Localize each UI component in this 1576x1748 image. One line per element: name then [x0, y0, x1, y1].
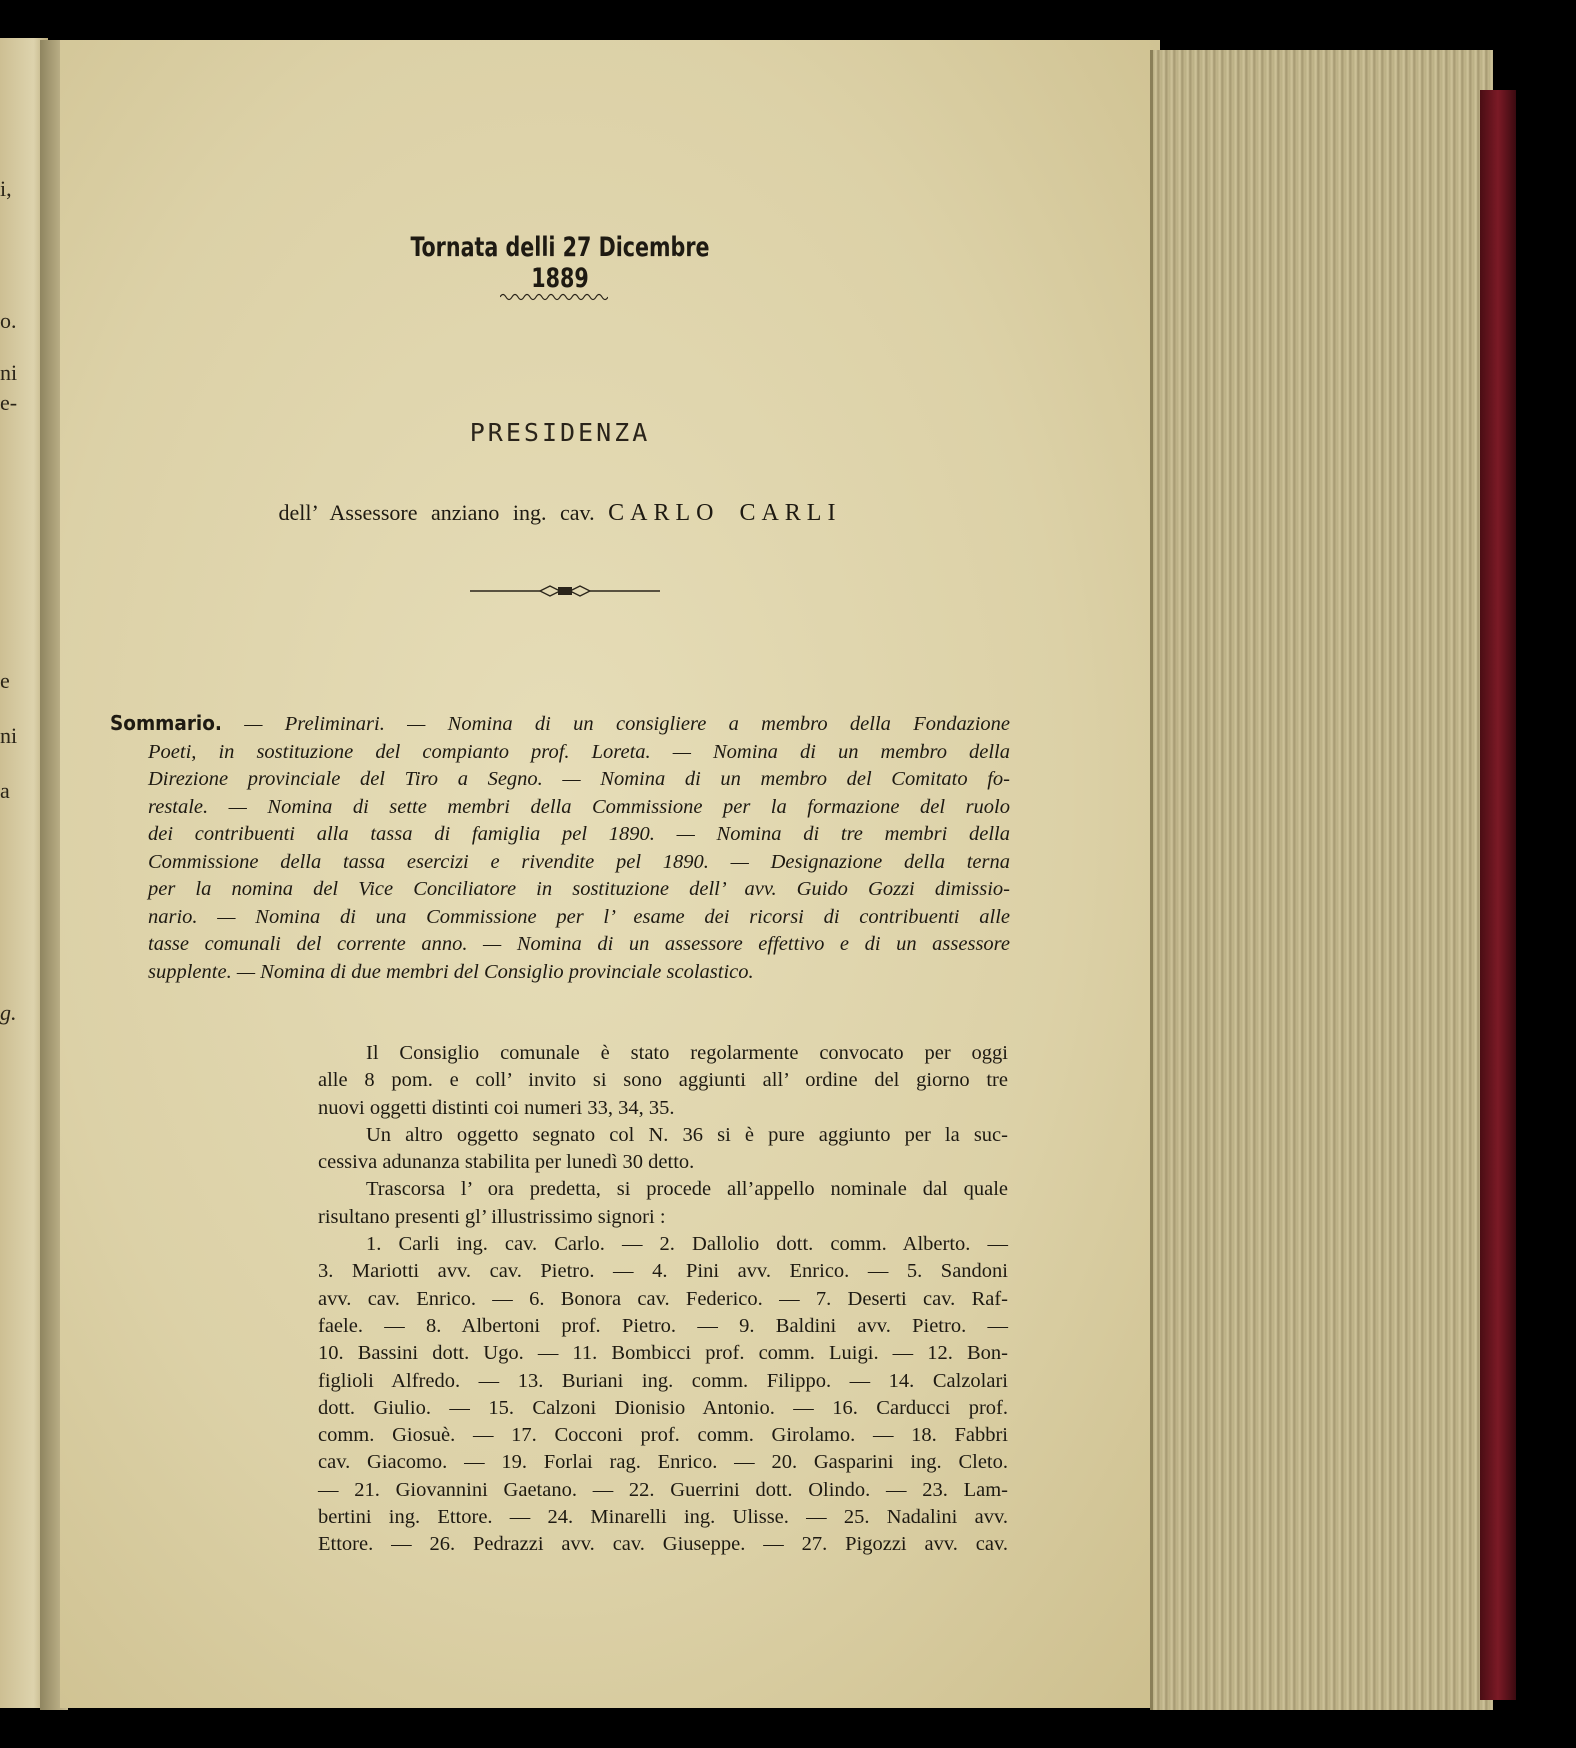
body-line: comm. Giosuè. — 17. Cocconi prof. comm. Girolamo. — 18. Fabbri	[318, 1424, 1008, 1447]
body-line: cav. Giacomo. — 19. Forlai rag. Enrico. — 20. Gasparini ing. Cleto.	[318, 1451, 1008, 1474]
left-fragment: o.	[0, 308, 17, 333]
divider-ornament	[470, 584, 660, 598]
sommario-block	[110, 710, 1010, 986]
sommario-line: dei contribuenti alla tassa di famiglia pel 1890. — Nomina di tre membri della	[148, 823, 1010, 845]
page-edges	[1150, 50, 1493, 1710]
sommario-line: supplente. — Nomina di due membri del Consiglio provinciale scolastico.	[148, 960, 754, 983]
sommario-line: tasse comunali del corrente anno. — Nomina di un assessore effettivo e di un assessore	[148, 933, 1010, 955]
body-line: nuovi oggetti distinti coi numeri 33, 34, 35.	[318, 1096, 675, 1119]
wave-ornament	[500, 292, 608, 302]
body-text	[318, 1040, 1008, 1559]
body-line: bertini ing. Ettore. — 24. Minarelli ing. Ulisse. — 25. Nadalini avv.	[318, 1506, 1008, 1529]
sommario-line: Sommario. — Preliminari. — Nomina di un consigliere a membro della Fondazione	[110, 711, 1011, 735]
left-fragment: a	[0, 778, 10, 803]
body-line: Un altro oggetto segnato col N. 36 si è pure aggiunto per la suc-	[366, 1123, 1008, 1146]
presidenza-heading: PRESIDENZA	[469, 418, 651, 447]
body-line: dott. Giulio. — 15. Calzoni Dionisio Antonio. — 16. Carducci prof.	[318, 1396, 1008, 1419]
body-line: 1. Carli ing. cav. Carlo. — 2. Dallolio dott. comm. Alberto. —	[366, 1233, 1008, 1256]
book-cover	[1480, 90, 1516, 1700]
left-fragment: ni	[0, 723, 18, 748]
body-line: cessiva adunanza stabilita per lunedì 30 detto.	[318, 1151, 695, 1174]
body-line: 3. Mariotti avv. cav. Pietro. — 4. Pini avv. Enrico. — 5. Sandoni	[318, 1260, 1008, 1283]
left-fragment: e-	[0, 390, 18, 415]
body-line: faele. — 8. Albertoni prof. Pietro. — 9. Baldini avv. Pietro. —	[318, 1314, 1008, 1337]
body-line: avv. cav. Enrico. — 6. Bonora cav. Federico. — 7. Deserti cav. Raf-	[318, 1287, 1008, 1310]
sommario-line: Direzione provinciale del Tiro a Segno. — Nomina di un membro del Comitato fo-	[148, 768, 1010, 790]
body-line: Ettore. — 26. Pedrazzi avv. cav. Giuseppe. — 27. Pigozzi avv. cav.	[318, 1533, 1008, 1556]
body-line: alle 8 pom. e coll’ invito si sono aggiunti all’ ordine del giorno tre	[318, 1069, 1008, 1092]
sommario-line: restale. — Nomina di sette membri della Commissione per la formazione del ruolo	[148, 795, 1010, 818]
president-name: CARLO CARLI	[608, 500, 842, 526]
sommario-line: Commissione della tassa esercizi e rivendite pel 1890. — Designazione della terna	[148, 850, 1010, 873]
sommario-line: nario. — Nomina di una Commissione per l’ esame dei ricorsi di contribuenti alle	[148, 905, 1010, 928]
presidenza-intro: dell’ Assessore anziano ing. cav.	[278, 500, 595, 525]
left-fragment: e	[0, 668, 10, 693]
left-fragment: i,	[0, 176, 12, 201]
session-title: Tornata delli 27 Dicembre 1889	[410, 232, 710, 294]
left-fragment: ni	[0, 360, 18, 385]
body-line: Trascorsa l’ ora predetta, si procede all’appello nominale dal quale	[366, 1178, 1008, 1201]
body-line: Il Consiglio comunale è stato regolarmente convocato per oggi	[366, 1042, 1008, 1064]
body-line: 10. Bassini dott. Ugo. — 11. Bombicci prof. comm. Luigi. — 12. Bon-	[318, 1342, 1008, 1365]
presidenza-line	[240, 500, 880, 527]
sommario-line: Poeti, in sostituzione del compianto prof. Loreta. — Nomina di un membro della	[148, 740, 1010, 763]
sommario-line: per la nomina del Vice Conciliatore in sostituzione dell’ avv. Guido Gozzi dimissio-	[148, 878, 1010, 900]
body-line: figlioli Alfredo. — 13. Buriani ing. comm. Filippo. — 14. Calzolari	[318, 1369, 1008, 1392]
sommario-label: Sommario.	[110, 711, 222, 735]
body-line: — 21. Giovannini Gaetano. — 22. Guerrini dott. Olindo. — 23. Lam-	[318, 1478, 1008, 1501]
left-fragment: g.	[0, 1000, 17, 1025]
body-line: risultano presenti gl’ illustrissimo signori :	[318, 1205, 666, 1228]
